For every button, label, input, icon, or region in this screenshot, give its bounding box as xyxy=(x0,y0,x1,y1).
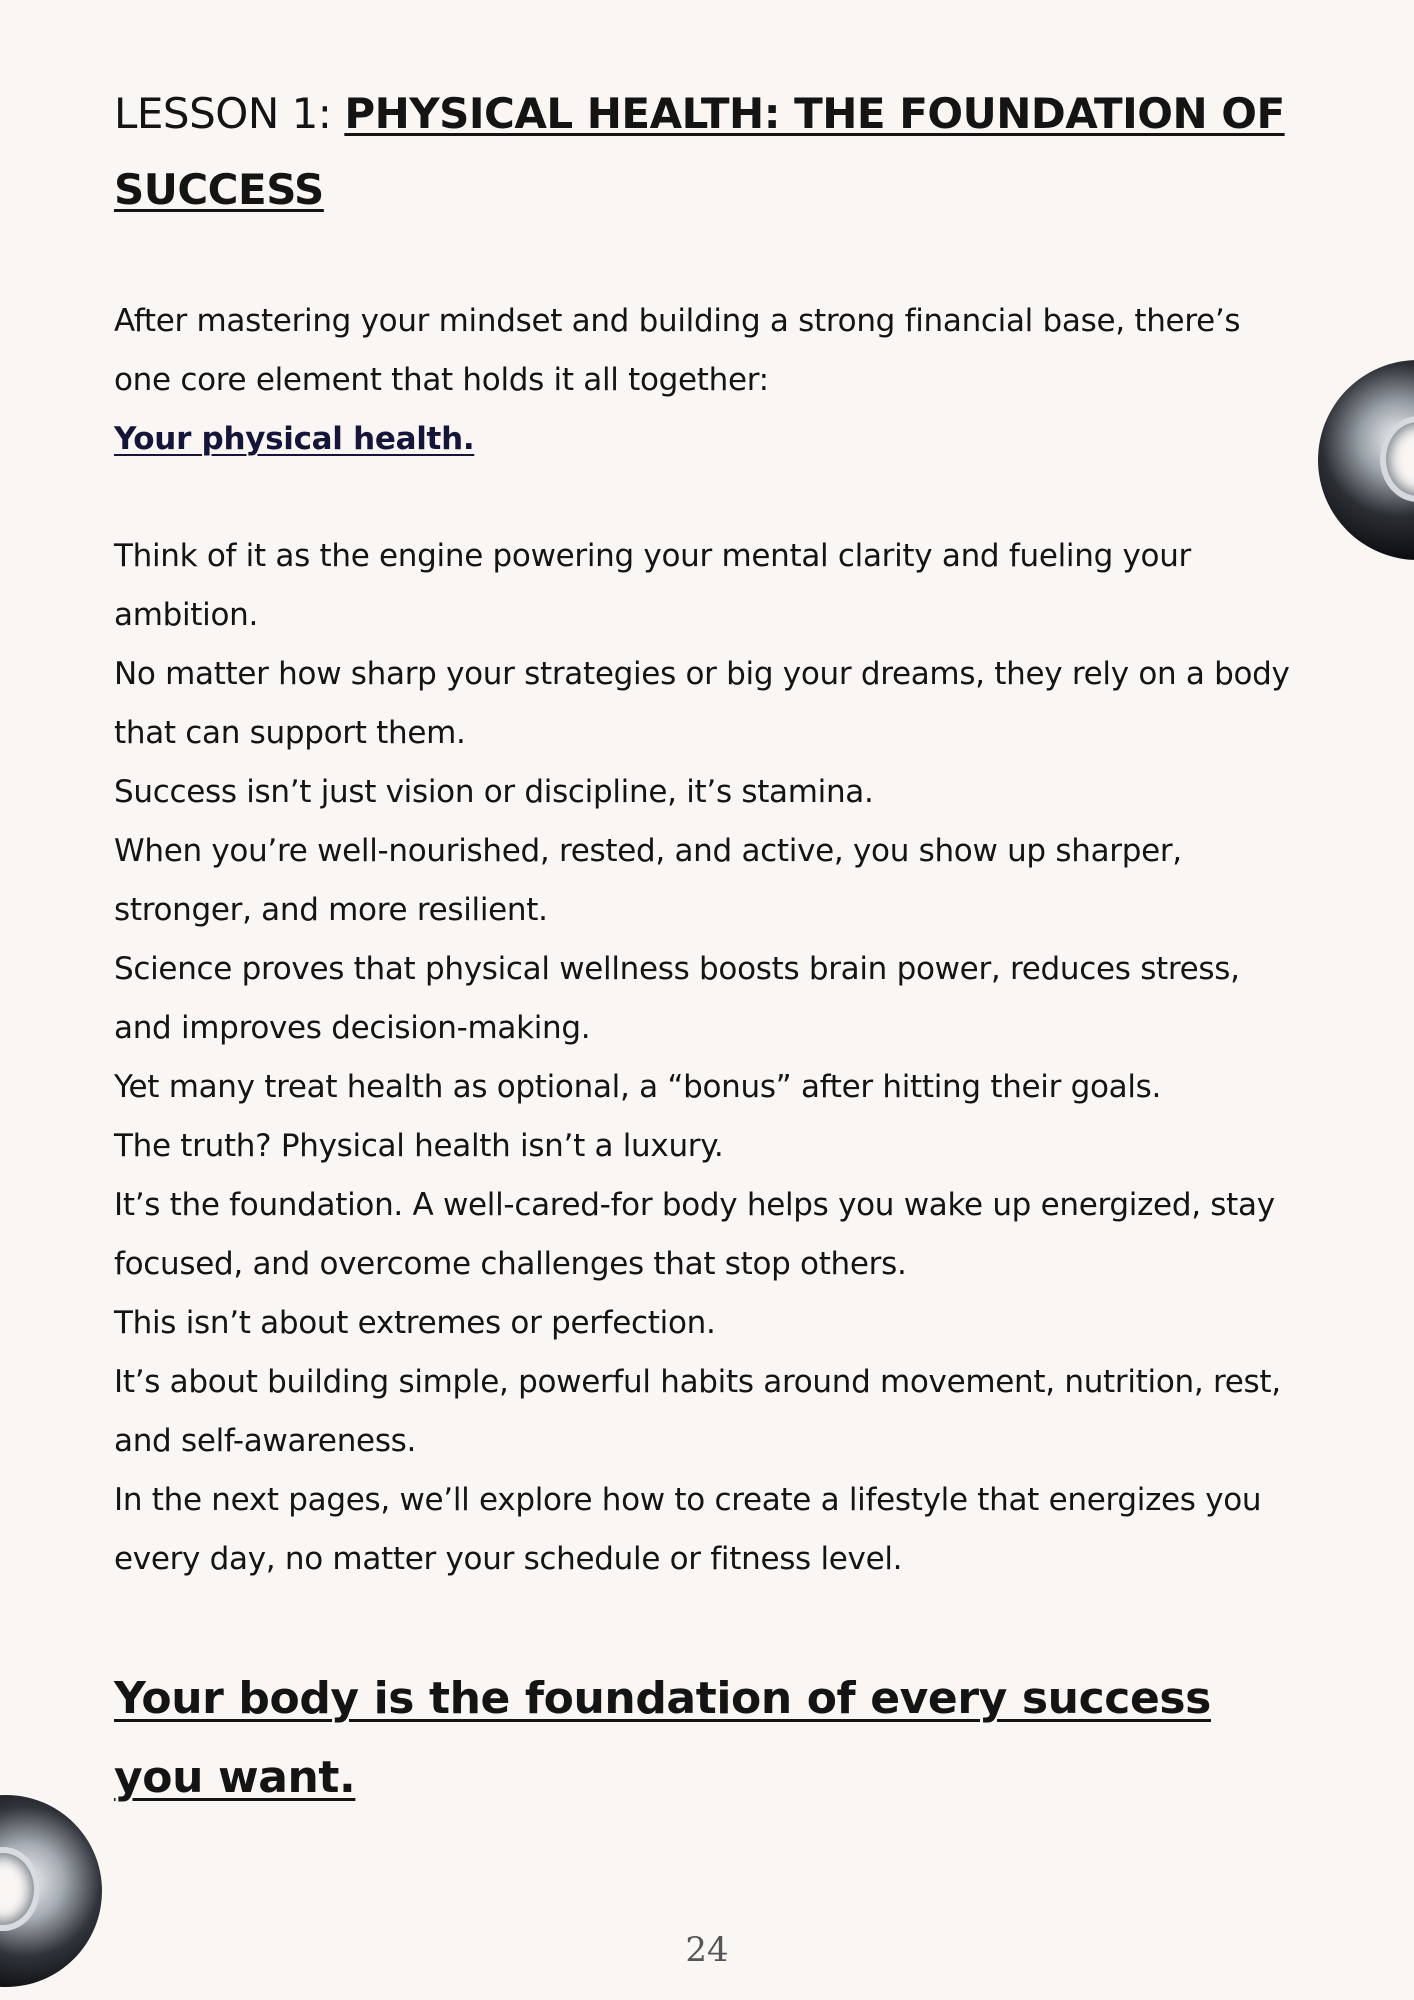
lesson-heading: PHYSICAL HEALTH: THE FOUNDATION OF SUCCESS xyxy=(114,89,1285,214)
closing-statement: Your body is the foundation of every success you want. xyxy=(114,1673,1211,1803)
body-paragraph: This isn’t about extremes or perfection. xyxy=(114,1305,716,1341)
body-paragraph: Science proves that physical wellness boosts brain power, reduces stress, and improves decision-making. xyxy=(114,951,1240,1046)
body-paragraph: When you’re well-nourished, rested, and active, you show up sharper, stronger, and more resilient. xyxy=(114,833,1182,928)
page-content xyxy=(114,76,1304,1817)
body-paragraph: The truth? Physical health isn’t a luxury. xyxy=(114,1128,724,1164)
intro-section xyxy=(114,292,1304,469)
intro-text: After mastering your mindset and building a strong financial base, there’s one core element that holds it all together: xyxy=(114,303,1241,398)
lesson-title xyxy=(114,76,1304,228)
body-paragraph: Success isn’t just vision or discipline, it’s stamina. xyxy=(114,774,874,810)
page-number: 24 xyxy=(685,1930,729,1970)
chrome-ring-icon xyxy=(1318,360,1414,560)
body-paragraph: It’s the foundation. A well-cared-for body helps you wake up energized, stay focused, and overcome challenges that stop others. xyxy=(114,1187,1275,1282)
body-text xyxy=(114,527,1304,1589)
lesson-number: LESSON 1: xyxy=(114,89,345,138)
body-paragraph: Think of it as the engine powering your mental clarity and fueling your ambition. xyxy=(114,538,1192,633)
body-paragraph: Yet many treat health as optional, a “bonus” after hitting their goals. xyxy=(114,1069,1162,1105)
body-paragraph: No matter how sharp your strategies or big your dreams, they rely on a body that can support them. xyxy=(114,656,1290,751)
body-paragraph: It’s about building simple, powerful habits around movement, nutrition, rest, and self-awareness. xyxy=(114,1364,1281,1459)
body-paragraph: In the next pages, we’ll explore how to create a lifestyle that energizes you every day, no matter your schedule or fitness level. xyxy=(114,1482,1262,1577)
intro-highlight: Your physical health. xyxy=(114,421,475,457)
